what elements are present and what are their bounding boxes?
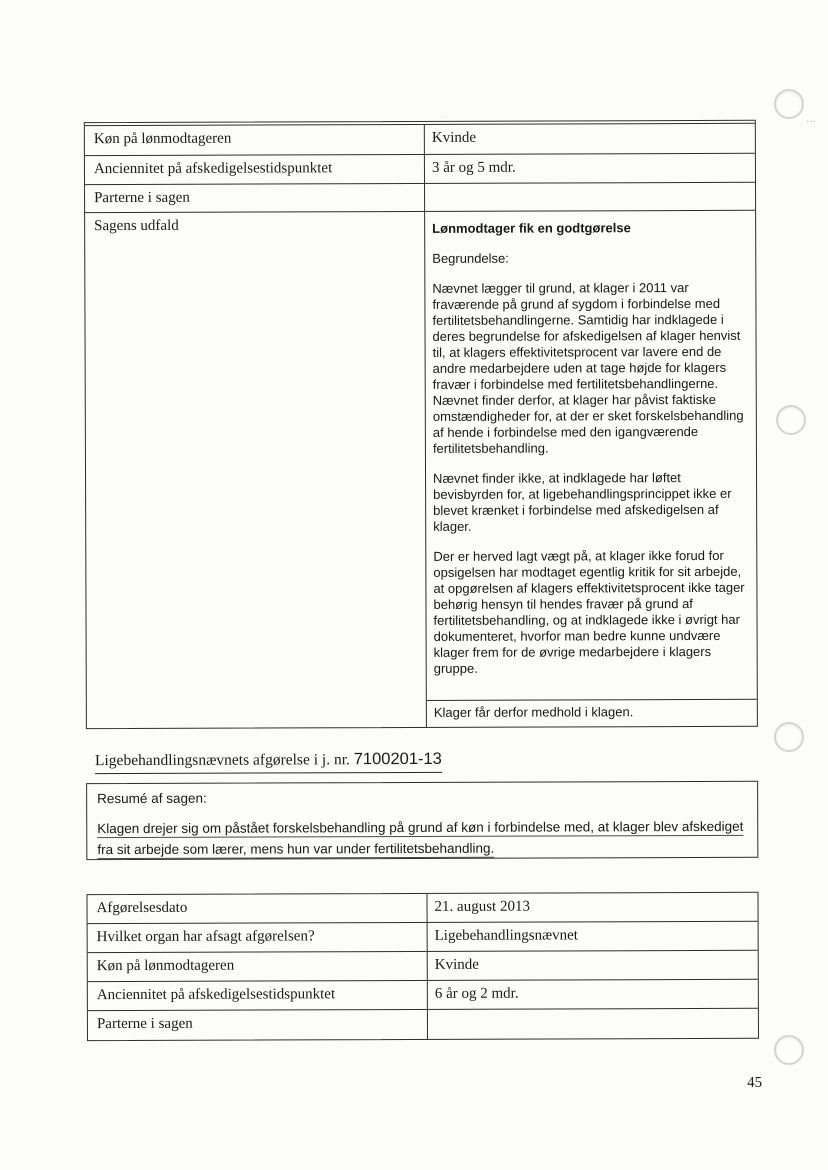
table-row [85, 124, 755, 156]
row-label: Parterne i sagen [88, 1010, 428, 1040]
row-label: Hvilket organ har afsagt afgørelsen? [88, 923, 428, 952]
table-row [87, 893, 757, 924]
row-value: 21. august 2013 [434, 898, 530, 915]
punch-hole [776, 405, 806, 435]
table-row [88, 951, 758, 982]
outcome-paragraph: Begrundelse: [432, 250, 509, 266]
outcome-title: Lønmodtager fik en godtgørelse [432, 220, 631, 236]
case-details-table [84, 120, 758, 729]
row-value [428, 1009, 758, 1039]
row-value: Ligebehandlingsnævnet [434, 927, 578, 944]
row-label: Anciennitet på afskedigelsestidspunktet [85, 155, 425, 184]
row-label: Parterne i sagen [85, 184, 425, 212]
page-number: 45 [747, 1074, 763, 1091]
punch-hole [774, 1035, 804, 1065]
scan-artifact: ·· [440, 113, 450, 122]
row-label: Afgørelsesdato [87, 894, 427, 923]
table-row [88, 922, 758, 953]
scan-artifact: … [806, 114, 816, 125]
case-number: 7100201-13 [353, 749, 442, 769]
outcome-verdict: Klager får derfor medhold i klagen. [427, 699, 757, 727]
table-row [85, 211, 757, 728]
row-label: Sagens udfald [85, 212, 427, 728]
row-label: Køn på lønmodtageren [85, 125, 425, 155]
table-row [88, 1009, 758, 1040]
outcome-paragraph: Nævnet finder ikke, at indklagede har løftet bevisbyrden for, at ligebehandlingsprincippet ikke er blevet krænket i forbindelse med afskedigelsen af klager. [433, 470, 732, 534]
resume-label: Resumé af sagen: [97, 790, 207, 807]
case-outcome-cell [425, 211, 757, 727]
punch-hole [774, 89, 804, 119]
row-label: Anciennitet på afskedigelsestidspunktet [88, 981, 428, 1010]
heading-text: Ligebehandlingsnævnets afgørelse i j. nr. [94, 751, 354, 770]
row-value: 3 år og 5 mdr. [431, 159, 516, 176]
resume-text: Klagen drejer sig om påstået forskelsbehandling på grund af køn i forbindelse med, at klager blev afskediget fra sit arbejde som lærer, mens hun var under fertilitetsbehandling. [97, 818, 744, 858]
row-value: Kvinde [434, 956, 479, 973]
outcome-paragraph: Der er herved lagt vægt på, at klager ikke forud for opsigelsen har modtaget egentlig kritik for sit arbejde, at opgørelsen af klagers effektivitetsprocent ikke tager behørig hensyn til hendes fravær på grund af fertilitetsbehandling, og at indklagede ikke i øvrigt har dokumenteret, hvorfor man bedre kunne undvære klager frem for de øvrige medarbejdere i klagers gruppe. [433, 547, 745, 676]
punch-hole [774, 722, 804, 752]
resume-box [86, 781, 758, 860]
table-row [85, 154, 755, 185]
outcome-paragraph: Nævnet lægger til grund, at klager i 2011 var fraværende på grund af sygdom i forbindelse med fertilitetsbehandlingerne. Samtidig har indklagede i deres begrundelse for afskedigelsen af klager henvist til, at klagers effektivitetsprocent var lavere end de andre medarbejdere uden at tage højde for klagers fravær i forbindelse med fertilitetsbehandlingerne. Nævnet finder derfor, at klager har påvist faktiske omstændigheder for, at der er sket forskelsbehandling af hende i forbindelse med den igangværende fertilitetsbehandling. [432, 280, 744, 456]
section-heading [95, 750, 442, 774]
row-label: Køn på lønmodtageren [88, 952, 428, 981]
table-row [88, 980, 758, 1011]
row-value [425, 183, 755, 211]
row-value: Kvinde [431, 129, 477, 146]
row-value: 6 år og 2 mdr. [434, 985, 519, 1002]
next-case-table [86, 892, 759, 1041]
table-row [85, 183, 755, 213]
